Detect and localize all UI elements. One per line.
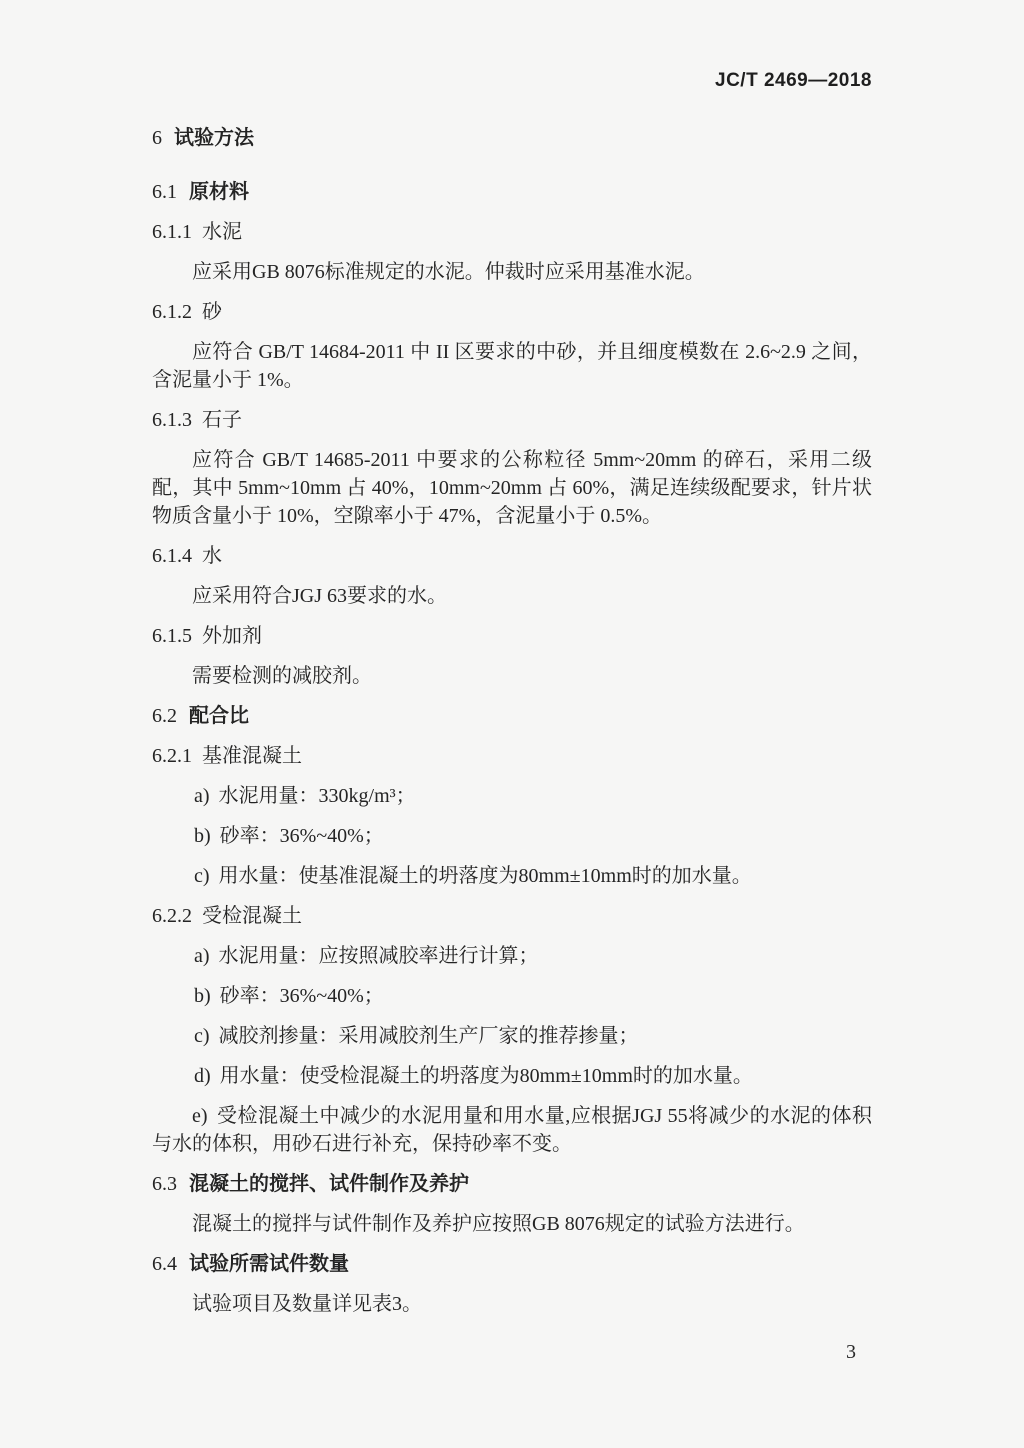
clause-number: 6.1.4	[152, 545, 192, 567]
clause-title: 基准混凝土	[202, 745, 302, 767]
list-item-text: 水泥用量：330kg/m³；	[218, 785, 416, 807]
clause-number: 6.2	[152, 705, 177, 727]
list-item-text: 受检混凝土中减少的水泥用量和用水量,应根据JGJ 55将减少的水泥的体积与水的体积，用砂石进行补充，保持砂率不变。	[152, 1105, 872, 1155]
clause-number: 6.1.2	[152, 301, 192, 323]
clause-number: 6.1	[152, 181, 177, 203]
clause-heading-6-1-5	[152, 622, 872, 650]
clause-title: 试验所需试件数量	[189, 1253, 349, 1275]
clause-title: 水泥	[202, 221, 242, 243]
page-number: 3	[846, 1341, 856, 1363]
list-item-label: b)	[194, 985, 211, 1007]
clause-title: 试验方法	[174, 127, 254, 149]
clause-number: 6.2.1	[152, 745, 192, 767]
clause-title: 配合比	[189, 705, 249, 727]
clause-number: 6.2.2	[152, 905, 192, 927]
clause-number: 6.1.5	[152, 625, 192, 647]
paragraph-mixing: 混凝土的搅拌与试件制作及养护应按照GB 8076规定的试验方法进行。	[192, 1213, 805, 1235]
list-item-c	[194, 1022, 872, 1050]
clause-heading-6-4	[152, 1250, 872, 1278]
clause-heading-6-1-3	[152, 406, 872, 434]
list-item-text: 用水量：使受检混凝土的坍落度为80mm±10mm时的加水量。	[219, 1065, 753, 1087]
list-item-d	[194, 1062, 872, 1090]
paragraph-sand: 应符合 GB/T 14684-2011 中 II 区要求的中砂，并且细度模数在 2.6~2.9 之间，含泥量小于 1%。	[152, 341, 872, 391]
list-item-text: 砂率：36%~40%；	[219, 825, 384, 847]
clause-heading-6-2-2	[152, 902, 872, 930]
clause-number: 6.4	[152, 1253, 177, 1275]
paragraph-specimen-count: 试验项目及数量详见表3。	[192, 1293, 422, 1315]
paragraph-admixture: 需要检测的减胶剂。	[192, 665, 372, 687]
list-item-label: a)	[194, 945, 210, 967]
list-item-label: d)	[194, 1065, 211, 1087]
clause-title: 受检混凝土	[202, 905, 302, 927]
list-item-b	[194, 982, 872, 1010]
clause-heading-6-2-1	[152, 742, 872, 770]
clause-heading-6-3	[152, 1170, 872, 1198]
list-item-text: 减胶剂掺量：采用减胶剂生产厂家的推荐掺量；	[218, 1025, 639, 1047]
clause-heading-6-1-2	[152, 298, 872, 326]
list-item-text: 水泥用量：应按照减胶率进行计算；	[218, 945, 539, 967]
paragraph-stone: 应符合 GB/T 14685-2011 中要求的公称粒径 5mm~20mm 的碎石，采用二级配，其中 5mm~10mm 占 40%，10mm~20mm 占 60%，满足连续级配要求，针片状物质含量小于 10%，空隙率小于 47%，含泥量小于 0.5%。	[152, 449, 872, 527]
clause-heading-6-2	[152, 702, 872, 730]
list-item-label: c)	[194, 1025, 210, 1047]
clause-heading-6-1	[152, 178, 872, 206]
clause-number: 6.1.1	[152, 221, 192, 243]
clause-heading-6-1-1	[152, 218, 872, 246]
clause-heading-6-1-4	[152, 542, 872, 570]
list-item-label: a)	[194, 785, 210, 807]
clause-number: 6	[152, 127, 162, 149]
clause-title: 石子	[202, 409, 242, 431]
list-item-c	[194, 862, 872, 890]
list-item-label: e)	[192, 1105, 208, 1127]
list-item-label: b)	[194, 825, 211, 847]
clause-number: 6.1.3	[152, 409, 192, 431]
clause-title: 混凝土的搅拌、试件制作及养护	[189, 1173, 469, 1195]
list-item-text: 砂率：36%~40%；	[219, 985, 384, 1007]
clause-number: 6.3	[152, 1173, 177, 1195]
clause-title: 水	[202, 545, 222, 567]
list-item-b	[194, 822, 872, 850]
paragraph-item-e	[152, 1102, 872, 1158]
list-item-label: c)	[194, 865, 210, 887]
list-item-a	[194, 782, 872, 810]
doc-number-header: JC/T 2469—2018	[715, 70, 872, 91]
clause-title: 外加剂	[202, 625, 262, 647]
clause-heading-6	[152, 124, 872, 152]
paragraph-water: 应采用符合JGJ 63要求的水。	[192, 585, 448, 607]
list-item-a	[194, 942, 872, 970]
list-item-text: 用水量：使基准混凝土的坍落度为80mm±10mm时的加水量。	[218, 865, 752, 887]
clause-title: 砂	[202, 301, 222, 323]
paragraph-cement: 应采用GB 8076标准规定的水泥。仲裁时应采用基准水泥。	[192, 261, 705, 283]
clause-title: 原材料	[189, 181, 249, 203]
